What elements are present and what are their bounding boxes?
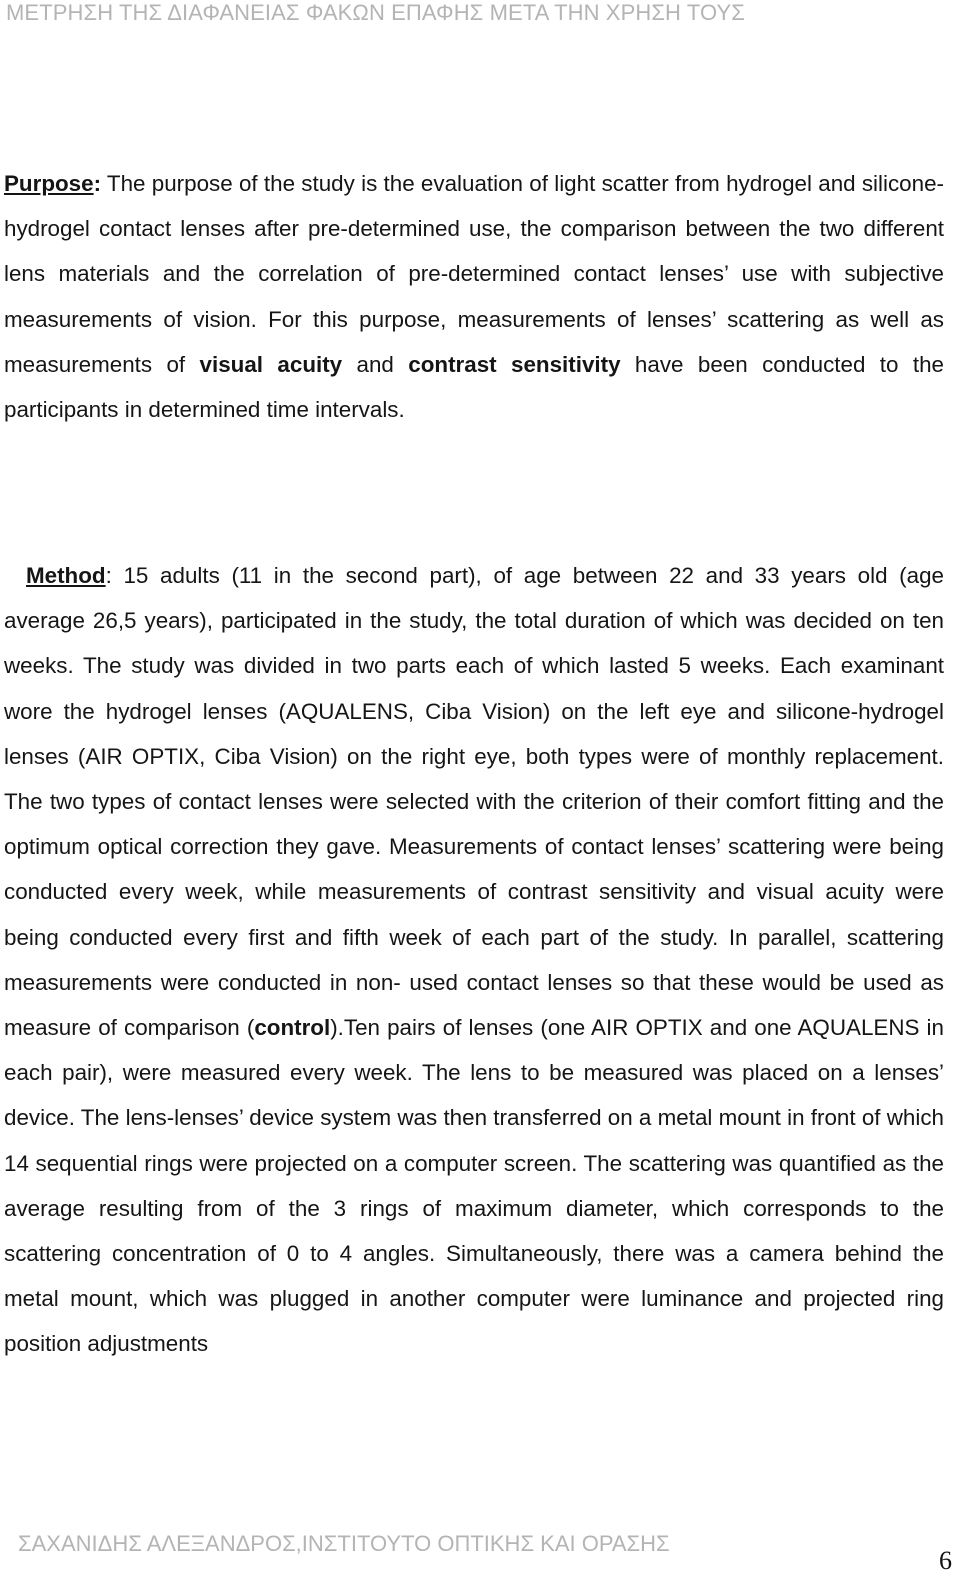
purpose-label: Purpose — [4, 171, 94, 196]
purpose-label-colon: : — [93, 171, 102, 196]
purpose-text-3: have been conducted to the participants in determined time intervals. — [4, 351, 944, 423]
purpose-text-1: The purpose of the study is the evaluation of light scatter from hydrogel and silicone-hydrogel contact lenses after pre-determined use, the comparison between the two different lens materials and the correlation of pre-determined contact lenses’ use with subjective measurements of vision. For this purpose, measurements of lenses’ scattering as well as measurements of — [4, 171, 944, 377]
purpose-paragraph — [4, 161, 944, 432]
method-paragraph — [4, 553, 944, 1367]
method-bold-control: control — [254, 1015, 331, 1041]
method-text-1: : 15 adults (11 in the second part), of age between 22 and 33 years old (age average 26,5 years), participated in the study, the total duration of which was decided on ten weeks. The study was divided in two parts each of which lasted 5 weeks. Each examinant wore the hydrogel lenses (AQUALENS, Ciba Vision) on the left eye and silicone-hydrogel lenses (AIR OPTIX, Ciba Vision) on the right eye, both types were of monthly replacement. The two types of contact lenses were selected with the criterion of their comfort fitting and the optimum optical correction they gave. Measurements of contact lenses’ scattering were being conducted every week, while measurements of contrast sensitivity and visual acuity were being conducted every first and fifth week of each part of the study. In parallel, scattering measurements were conducted in non- used contact lenses so that these would be used as measure of comparison ( — [4, 563, 944, 1041]
page-number: 6 — [939, 1546, 952, 1575]
purpose-text-2: and — [342, 351, 409, 377]
running-header: ΜΕΤΡΗΣΗ ΤΗΣ ΔΙΑΦΑΝΕΙΑΣ ΦΑΚΩΝ ΕΠΑΦΗΣ ΜΕΤΑ ΤΗΝ ΧΡΗΣΗ ΤΟΥΣ — [6, 0, 745, 25]
method-text-2: ).Ten pairs of lenses (one AIR OPTIX and one AQUALENS in each pair), were measured every week. The lens to be measured was placed on a lenses’ device. The lens-lenses’ device system was then transferred on a metal mount in front of which 14 sequential rings were projected on a computer screen. The scattering was quantified as the average resulting from of the 3 rings of maximum diameter, which corresponds to the scattering concentration of 0 to 4 angles. Simultaneously, there was a camera behind the metal mount, which was plugged in another computer were luminance and projected ring position adjustments — [4, 1015, 944, 1357]
method-label: Method — [26, 563, 106, 588]
purpose-bold-visual-acuity: visual acuity — [199, 351, 343, 377]
purpose-bold-contrast-sensitivity: contrast sensitivity — [408, 351, 621, 377]
footer-author-institute: ΣΑΧΑΝΙΔΗΣ ΑΛΕΞΑΝΔΡΟΣ,ΙΝΣΤΙΤΟΥΤΟ ΟΠΤΙΚΗΣ ΚΑΙ ΟΡΑΣΗΣ — [18, 1531, 670, 1556]
